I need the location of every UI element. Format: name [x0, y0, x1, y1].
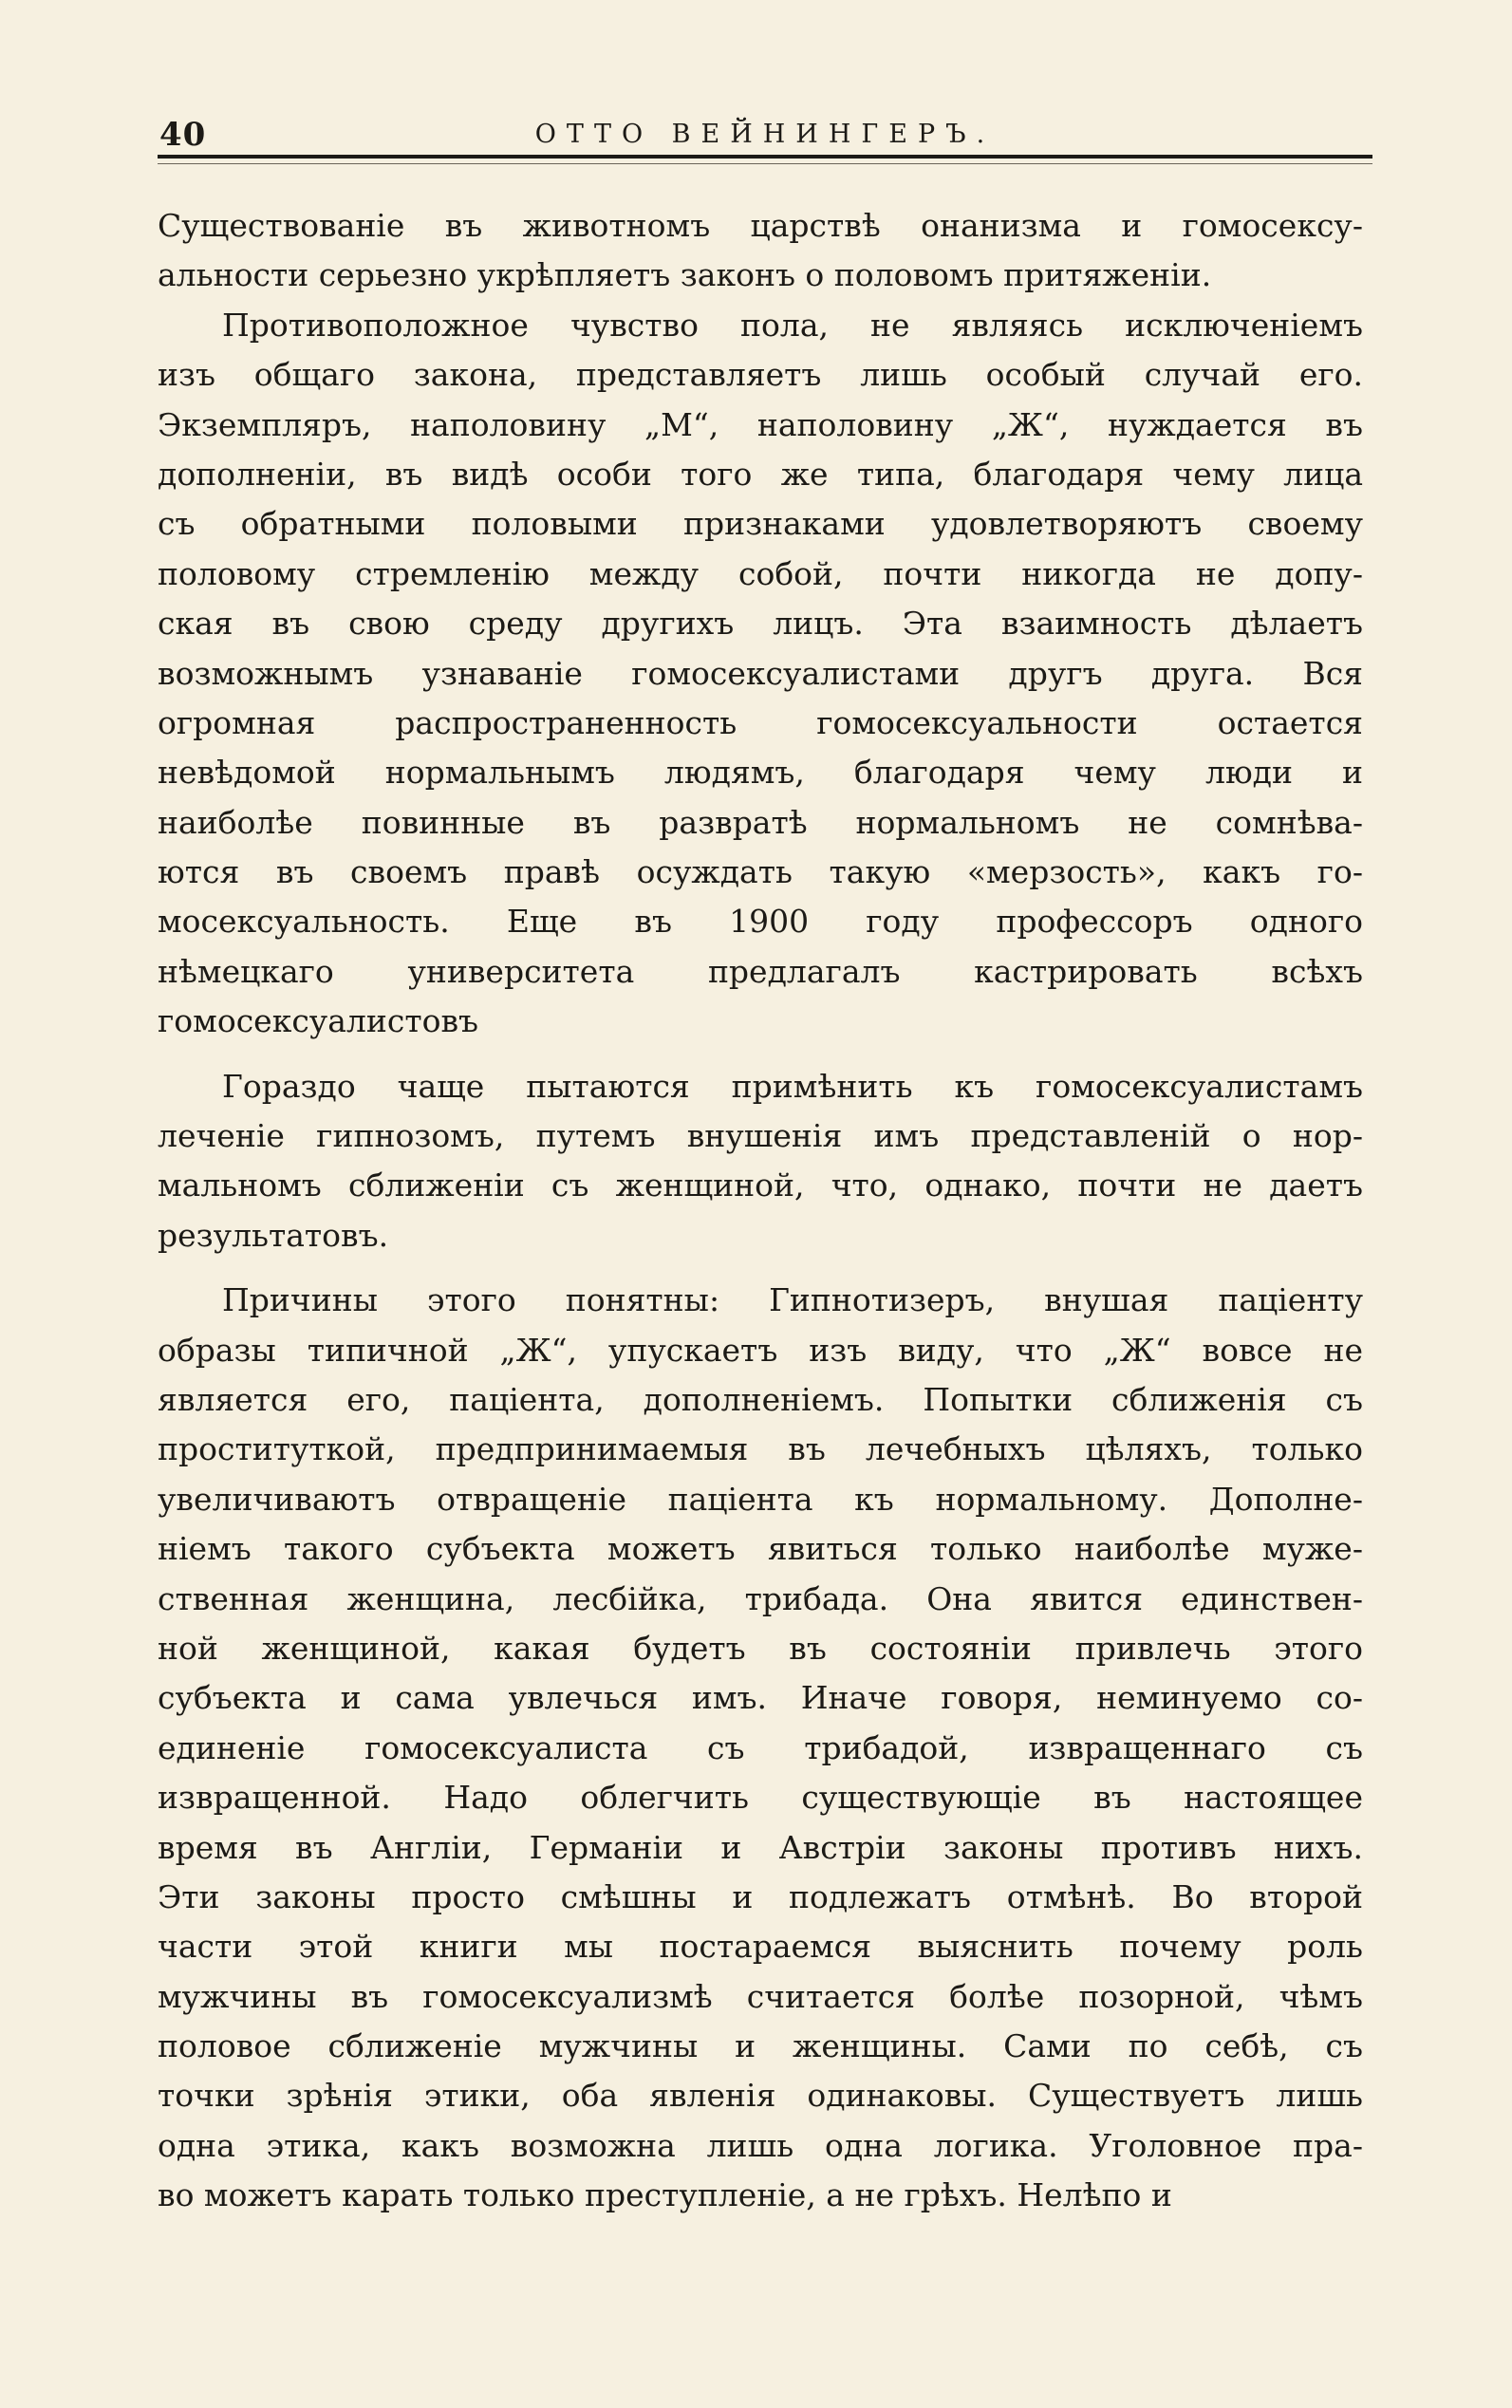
text-line: дополненіи, въ видѣ особи того же типа, благодаря чему лица [158, 455, 1363, 493]
paragraph [158, 301, 1363, 1047]
text-line: извращенной. Надо облегчить существующіе въ настоящее [158, 1779, 1363, 1817]
text-line: во можетъ карать только преступленіе, а не грѣхъ. Нелѣпо и [158, 2176, 1172, 2214]
text-line: увеличиваютъ отвращеніе паціента къ нормальному. Дополне- [158, 1480, 1363, 1518]
text-line: одна этика, какъ возможна лишь одна логика. Уголовное пра- [158, 2126, 1363, 2164]
text-line: является его, паціента, дополненіемъ. Попытки сближенія съ [158, 1380, 1363, 1418]
page-number: 40 [159, 116, 207, 154]
text-line: невѣдомой нормальнымъ людямъ, благодаря чему люди и [158, 754, 1363, 792]
text-line: леченіе гипнозомъ, путемъ внушенія имъ представленій о нор- [158, 1117, 1363, 1155]
text-line: Эти законы просто смѣшны и подлежатъ отмѣнѣ. Во второй [158, 1877, 1363, 1915]
paragraph [158, 201, 1363, 301]
text-line: Противоположное чувство пола, не являясь исключеніемъ [222, 306, 1363, 344]
text-line: результатовъ. [158, 1216, 389, 1254]
paragraph-gap [158, 1260, 1363, 1276]
text-line: проституткой, предпринимаемыя въ лечебныхъ цѣляхъ, только [158, 1430, 1363, 1468]
running-title: ОТТО ВЕЙНИНГЕРЪ. [534, 120, 996, 149]
body-text [158, 201, 1363, 2221]
text-line: единеніе гомосексуалиста съ трибадой, извращеннаго съ [158, 1728, 1363, 1766]
text-line: ніемъ такого субъекта можетъ явиться только наиболѣе муже- [158, 1530, 1363, 1568]
paragraph-gap [158, 1047, 1363, 1062]
text-line: мужчины въ гомосексуализмѣ считается болѣе позорной, чѣмъ [158, 1977, 1363, 2015]
text-line: части этой книги мы постараемся выяснить почему роль [158, 1928, 1363, 1966]
paragraph [158, 1276, 1363, 2220]
text-line: Существованіе въ животномъ царствѣ онанизма и гомосексу- [158, 207, 1363, 244]
header-rule [158, 155, 1372, 159]
text-line: время въ Англіи, Германіи и Австріи законы противъ нихъ. [158, 1828, 1363, 1866]
text-line: изъ общаго закона, представляетъ лишь особый случай его. [158, 356, 1363, 394]
text-line: Экземпляръ, наполовину „М“, наполовину „Ж“, нуждается въ [158, 405, 1363, 443]
text-line: Гораздо чаще пытаются примѣнить къ гомосексуалистамъ [222, 1067, 1363, 1105]
paragraph [158, 1062, 1363, 1261]
text-line: наиболѣе повинные въ развратѣ нормальномъ не сомнѣва- [158, 803, 1363, 841]
text-line: образы типичной „Ж“, упускаетъ изъ виду, что „Ж“ вовсе не [158, 1331, 1363, 1369]
header-rule-thin [158, 163, 1372, 164]
text-line: гомосексуалистовъ [158, 1002, 479, 1040]
text-line: ной женщиной, какая будетъ въ состояніи привлечь этого [158, 1629, 1363, 1667]
text-line: мосексуальность. Еще въ 1900 году профессоръ одного [158, 903, 1363, 941]
text-line: точки зрѣнія этики, оба явленія одинаковы. Существуетъ лишь [158, 2077, 1363, 2115]
page-header [158, 112, 1372, 158]
text-line: огромная распространенность гомосексуальности остается [158, 703, 1363, 741]
text-line: половое сближеніе мужчины и женщины. Сами по себѣ, съ [158, 2027, 1363, 2065]
text-line: мальномъ сближеніи съ женщиной, что, однако, почти не даетъ [158, 1167, 1363, 1204]
text-line: альности серьезно укрѣпляетъ законъ о половомъ притяженіи. [158, 256, 1212, 294]
text-line: возможнымъ узнаваніе гомосексуалистами другъ друга. Вся [158, 654, 1363, 692]
text-line: ская въ свою среду другихъ лицъ. Эта взаимность дѣлаетъ [158, 605, 1363, 643]
text-line: съ обратными половыми признаками удовлетворяютъ своему [158, 505, 1363, 543]
text-line: субъекта и сама увлечься имъ. Иначе говоря, неминуемо со- [158, 1679, 1363, 1717]
text-line: ственная женщина, лесбійка, трибада. Она явится единствен- [158, 1579, 1363, 1617]
text-line: нѣмецкаго университета предлагалъ кастрировать всѣхъ [158, 952, 1363, 990]
text-line: ются въ своемъ правѣ осуждать такую «мерзость», какъ го- [158, 853, 1363, 891]
text-line: Причины этого понятны: Гипнотизеръ, внушая паціенту [222, 1281, 1363, 1319]
text-line: половому стремленію между собой, почти никогда не допу- [158, 554, 1363, 592]
